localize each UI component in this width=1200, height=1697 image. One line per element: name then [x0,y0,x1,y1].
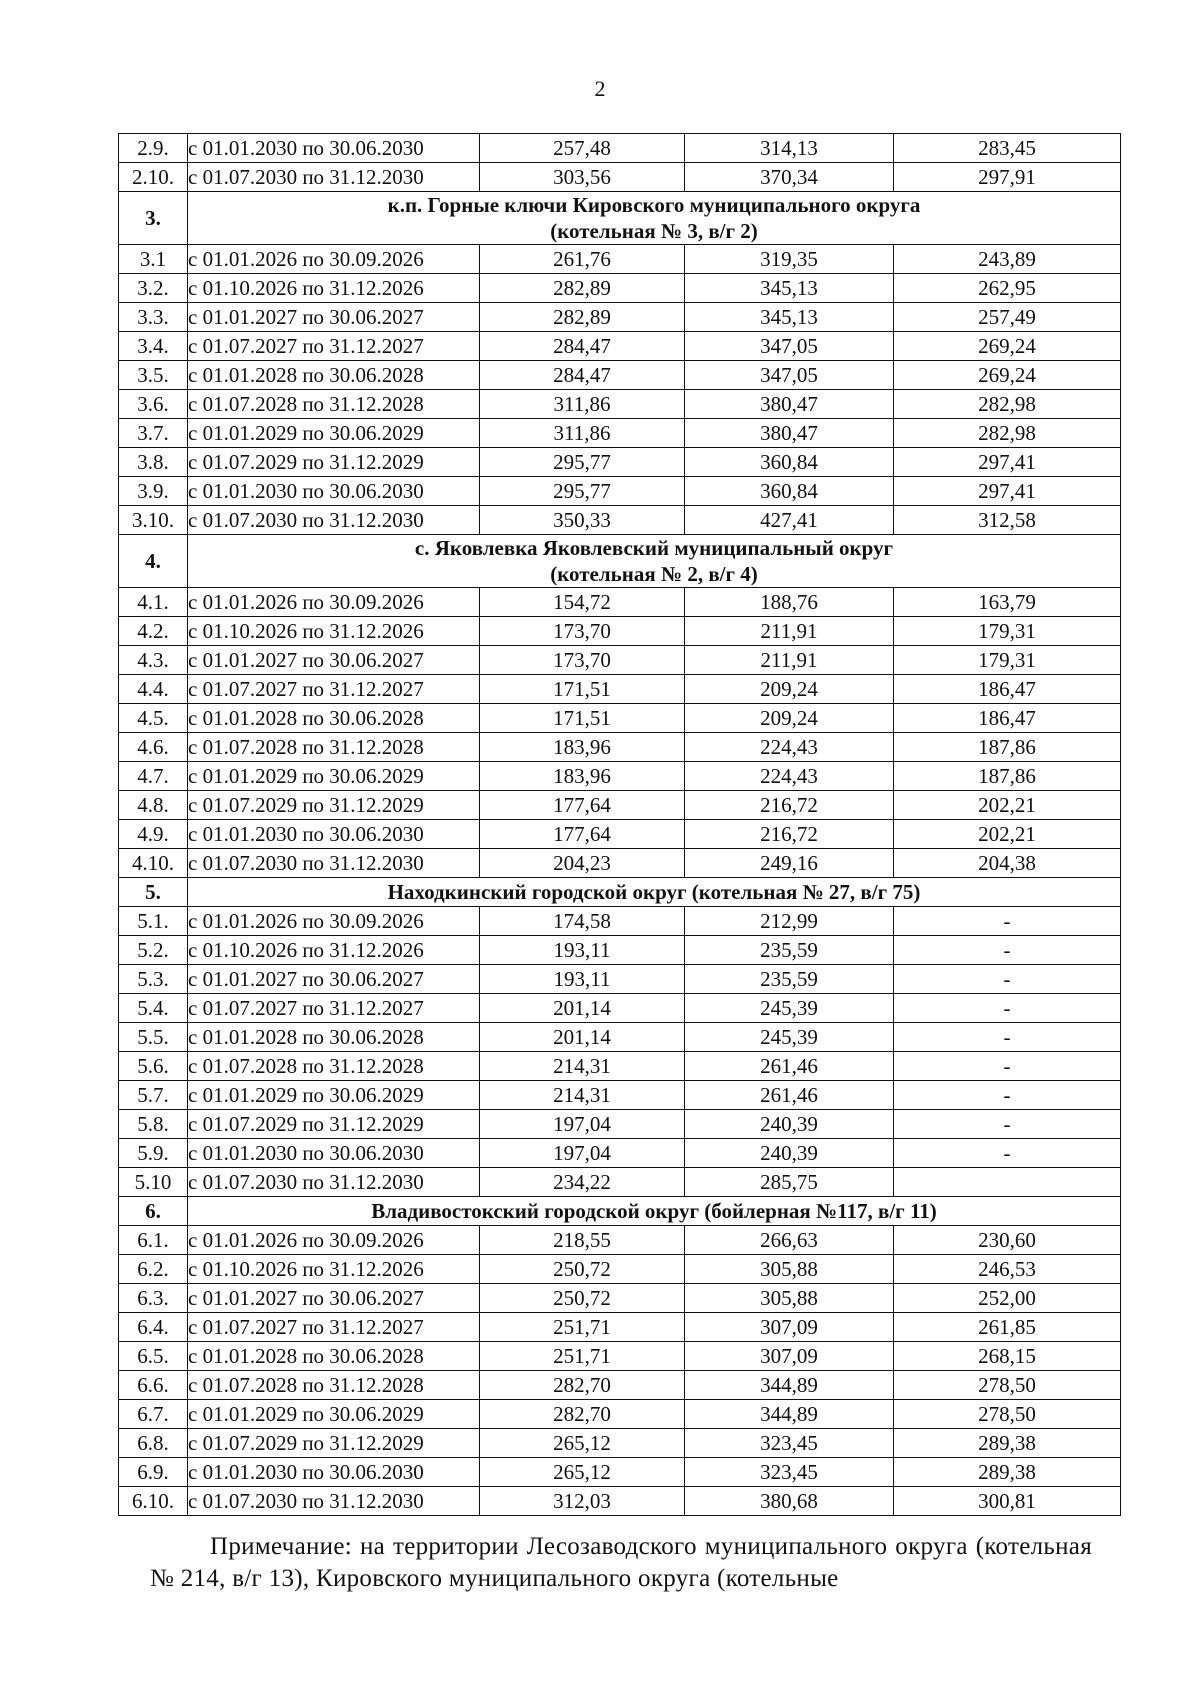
value-cell-3: 289,38 [894,1458,1121,1487]
period-cell: с 01.01.2026 по 30.09.2026 [188,245,480,274]
table-row [119,245,1121,274]
row-number: 3.9. [119,477,188,506]
value-cell-3: - [894,1139,1121,1168]
value-cell-2: 345,13 [685,274,894,303]
row-number: 5.10 [119,1168,188,1197]
row-number: 3.1 [119,245,188,274]
period-cell: с 01.01.2026 по 30.09.2026 [188,907,480,936]
value-cell-3: 283,45 [894,134,1121,163]
period-cell: с 01.01.2027 по 30.06.2027 [188,1284,480,1313]
value-cell-2: 245,39 [685,994,894,1023]
section-title [188,1197,1121,1226]
value-cell-2: 240,39 [685,1110,894,1139]
value-cell-3: 282,98 [894,419,1121,448]
table-row [119,390,1121,419]
table-row [119,1342,1121,1371]
value-cell-3: 179,31 [894,617,1121,646]
value-cell-3: 297,91 [894,163,1121,192]
section-title-line: Владивостокский городской округ (бойлерная №117, в/г 11) [371,1199,937,1223]
value-cell-2: 344,89 [685,1400,894,1429]
value-cell-1: 183,96 [480,762,685,791]
table-row [119,965,1121,994]
table-row [119,163,1121,192]
value-cell-1: 250,72 [480,1284,685,1313]
value-cell-3: 186,47 [894,704,1121,733]
table-row [119,1255,1121,1284]
period-cell: с 01.10.2026 по 31.12.2026 [188,617,480,646]
section-title [188,878,1121,907]
row-number: 6.1. [119,1226,188,1255]
table-row [119,588,1121,617]
value-cell-2: 305,88 [685,1284,894,1313]
value-cell-2: 427,41 [685,506,894,535]
period-cell: с 01.07.2027 по 31.12.2027 [188,1313,480,1342]
value-cell-1: 265,12 [480,1458,685,1487]
value-cell-3: 300,81 [894,1487,1121,1516]
value-cell-2: 211,91 [685,617,894,646]
row-number: 3.8. [119,448,188,477]
value-cell-3: 312,58 [894,506,1121,535]
row-number: 3.3. [119,303,188,332]
value-cell-1: 312,03 [480,1487,685,1516]
period-cell: с 01.01.2030 по 30.06.2030 [188,1139,480,1168]
value-cell-3: 268,15 [894,1342,1121,1371]
period-cell: с 01.07.2030 по 31.12.2030 [188,849,480,878]
period-cell: с 01.07.2027 по 31.12.2027 [188,675,480,704]
value-cell-3: 282,98 [894,390,1121,419]
value-cell-3: 187,86 [894,762,1121,791]
value-cell-3: 289,38 [894,1429,1121,1458]
section-number: 3. [119,192,188,245]
row-number: 5.8. [119,1110,188,1139]
value-cell-1: 257,48 [480,134,685,163]
row-number: 6.5. [119,1342,188,1371]
period-cell: с 01.10.2026 по 31.12.2026 [188,1255,480,1284]
period-cell: с 01.01.2026 по 30.09.2026 [188,1226,480,1255]
value-cell-2: 224,43 [685,733,894,762]
row-number: 3.4. [119,332,188,361]
row-number: 4.2. [119,617,188,646]
table-row [119,1052,1121,1081]
value-cell-3: 243,89 [894,245,1121,274]
value-cell-3: 230,60 [894,1226,1121,1255]
period-cell: с 01.01.2026 по 30.09.2026 [188,588,480,617]
row-number: 5.1. [119,907,188,936]
value-cell-2: 307,09 [685,1342,894,1371]
value-cell-2: 360,84 [685,477,894,506]
period-cell: с 01.01.2027 по 30.06.2027 [188,965,480,994]
period-cell: с 01.07.2029 по 31.12.2029 [188,791,480,820]
value-cell-3: 252,00 [894,1284,1121,1313]
value-cell-2: 305,88 [685,1255,894,1284]
row-number: 5.4. [119,994,188,1023]
row-number: 4.4. [119,675,188,704]
table-row [119,1081,1121,1110]
value-cell-2: 261,46 [685,1081,894,1110]
table-row [119,303,1121,332]
tariff-table [118,133,1121,1516]
period-cell: с 01.01.2029 по 30.06.2029 [188,1081,480,1110]
value-cell-3: 186,47 [894,675,1121,704]
table-row [119,1487,1121,1516]
value-cell-3: 246,53 [894,1255,1121,1284]
value-cell-1: 234,22 [480,1168,685,1197]
period-cell: с 01.07.2027 по 31.12.2027 [188,332,480,361]
value-cell-2: 344,89 [685,1371,894,1400]
value-cell-1: 218,55 [480,1226,685,1255]
value-cell-1: 284,47 [480,332,685,361]
period-cell: с 01.07.2028 по 31.12.2028 [188,733,480,762]
period-cell: с 01.01.2029 по 30.06.2029 [188,1400,480,1429]
period-cell: с 01.07.2028 по 31.12.2028 [188,1371,480,1400]
row-number: 6.2. [119,1255,188,1284]
table-row [119,1023,1121,1052]
value-cell-1: 214,31 [480,1081,685,1110]
row-number: 6.8. [119,1429,188,1458]
value-cell-1: 250,72 [480,1255,685,1284]
value-cell-2: 323,45 [685,1458,894,1487]
period-cell: с 01.01.2027 по 30.06.2027 [188,646,480,675]
value-cell-2: 347,05 [685,361,894,390]
row-number: 4.3. [119,646,188,675]
table-row [119,733,1121,762]
value-cell-3: - [894,907,1121,936]
section-header-row [119,535,1121,588]
value-cell-2: 370,34 [685,163,894,192]
value-cell-1: 173,70 [480,646,685,675]
value-cell-3: 297,41 [894,477,1121,506]
table-row [119,762,1121,791]
period-cell: с 01.07.2027 по 31.12.2027 [188,994,480,1023]
table-row [119,820,1121,849]
value-cell-1: 261,76 [480,245,685,274]
value-cell-3: 202,21 [894,791,1121,820]
period-cell: с 01.01.2028 по 30.06.2028 [188,361,480,390]
table-row [119,646,1121,675]
table-row [119,1400,1121,1429]
value-cell-3: - [894,1110,1121,1139]
value-cell-2: 216,72 [685,820,894,849]
value-cell-1: 204,23 [480,849,685,878]
table-row [119,1371,1121,1400]
period-cell: с 01.07.2030 по 31.12.2030 [188,163,480,192]
value-cell-1: 284,47 [480,361,685,390]
row-number: 4.5. [119,704,188,733]
value-cell-1: 295,77 [480,448,685,477]
value-cell-1: 214,31 [480,1052,685,1081]
section-title-line: к.п. Горные ключи Кировского муниципального округа [387,193,921,217]
period-cell: с 01.01.2029 по 30.06.2029 [188,762,480,791]
table-row [119,274,1121,303]
table-row [119,791,1121,820]
value-cell-1: 282,89 [480,303,685,332]
value-cell-1: 193,11 [480,936,685,965]
value-cell-2: 211,91 [685,646,894,675]
table-row [119,1313,1121,1342]
period-cell: с 01.01.2028 по 30.06.2028 [188,1023,480,1052]
value-cell-2: 360,84 [685,448,894,477]
value-cell-2: 266,63 [685,1226,894,1255]
value-cell-3: 187,86 [894,733,1121,762]
section-title-line: (котельная № 2, в/г 4) [550,562,758,586]
note-paragraph: Примечание: на территории Лесозаводского муниципального округа (котельная № 214, в/г 13), Кировского муниципального округа (котельные [150,1533,1092,1592]
value-cell-2: 345,13 [685,303,894,332]
row-number: 2.9. [119,134,188,163]
period-cell: с 01.07.2029 по 31.12.2029 [188,1429,480,1458]
period-cell: с 01.01.2027 по 30.06.2027 [188,303,480,332]
period-cell: с 01.01.2030 по 30.06.2030 [188,820,480,849]
period-cell: с 01.01.2028 по 30.06.2028 [188,704,480,733]
value-cell-2: 240,39 [685,1139,894,1168]
value-cell-2: 209,24 [685,675,894,704]
table-row [119,1429,1121,1458]
table-row [119,332,1121,361]
value-cell-2: 307,09 [685,1313,894,1342]
value-cell-1: 193,11 [480,965,685,994]
value-cell-3: 269,24 [894,361,1121,390]
row-number: 5.2. [119,936,188,965]
table-row [119,994,1121,1023]
value-cell-3: - [894,994,1121,1023]
period-cell: с 01.01.2028 по 30.06.2028 [188,1342,480,1371]
value-cell-1: 174,58 [480,907,685,936]
section-header-row [119,192,1121,245]
value-cell-3: 163,79 [894,588,1121,617]
table-row [119,617,1121,646]
value-cell-3: - [894,1052,1121,1081]
value-cell-3: 257,49 [894,303,1121,332]
value-cell-2: 380,47 [685,390,894,419]
table-row [119,704,1121,733]
row-number: 4.9. [119,820,188,849]
value-cell-3: 261,85 [894,1313,1121,1342]
period-cell: с 01.01.2030 по 30.06.2030 [188,1458,480,1487]
value-cell-3: 179,31 [894,646,1121,675]
value-cell-1: 282,89 [480,274,685,303]
value-cell-2: 224,43 [685,762,894,791]
table-row [119,361,1121,390]
value-cell-2: 216,72 [685,791,894,820]
row-number: 6.3. [119,1284,188,1313]
period-cell: с 01.07.2030 по 31.12.2030 [188,506,480,535]
row-number: 3.7. [119,419,188,448]
value-cell-2: 261,46 [685,1052,894,1081]
value-cell-1: 282,70 [480,1371,685,1400]
value-cell-1: 303,56 [480,163,685,192]
value-cell-3: 202,21 [894,820,1121,849]
row-number: 5.7. [119,1081,188,1110]
row-number: 6.4. [119,1313,188,1342]
row-number: 5.5. [119,1023,188,1052]
value-cell-1: 282,70 [480,1400,685,1429]
period-cell: с 01.10.2026 по 31.12.2026 [188,936,480,965]
value-cell-3: 269,24 [894,332,1121,361]
row-number: 3.10. [119,506,188,535]
value-cell-1: 350,33 [480,506,685,535]
value-cell-1: 177,64 [480,791,685,820]
row-number: 4.6. [119,733,188,762]
section-title [188,192,1121,245]
value-cell-2: 245,39 [685,1023,894,1052]
value-cell-1: 311,86 [480,419,685,448]
value-cell-1: 197,04 [480,1110,685,1139]
row-number: 4.7. [119,762,188,791]
row-number: 5.9. [119,1139,188,1168]
value-cell-3: - [894,1081,1121,1110]
row-number: 4.1. [119,588,188,617]
value-cell-1: 265,12 [480,1429,685,1458]
value-cell-2: 323,45 [685,1429,894,1458]
page-number: 2 [594,76,606,101]
period-cell: с 01.07.2028 по 31.12.2028 [188,390,480,419]
value-cell-1: 177,64 [480,820,685,849]
table-row [119,419,1121,448]
value-cell-2: 235,59 [685,965,894,994]
value-cell-1: 197,04 [480,1139,685,1168]
table-row [119,1458,1121,1487]
table-row [119,849,1121,878]
period-cell: с 01.07.2030 по 31.12.2030 [188,1168,480,1197]
section-title [188,535,1121,588]
table-row [119,1284,1121,1313]
value-cell-1: 201,14 [480,994,685,1023]
value-cell-1: 251,71 [480,1313,685,1342]
table-row [119,1226,1121,1255]
period-cell: с 01.01.2029 по 30.06.2029 [188,419,480,448]
value-cell-3: - [894,936,1121,965]
row-number: 5.3. [119,965,188,994]
period-cell: с 01.01.2030 по 30.06.2030 [188,134,480,163]
value-cell-1: 183,96 [480,733,685,762]
table-row [119,506,1121,535]
value-cell-1: 173,70 [480,617,685,646]
value-cell-3: 297,41 [894,448,1121,477]
value-cell-2: 235,59 [685,936,894,965]
value-cell-2: 209,24 [685,704,894,733]
period-cell: с 01.07.2028 по 31.12.2028 [188,1052,480,1081]
period-cell: с 01.01.2030 по 30.06.2030 [188,477,480,506]
row-number: 3.2. [119,274,188,303]
row-number: 3.6. [119,390,188,419]
table-row [119,134,1121,163]
section-header-row [119,878,1121,907]
value-cell-3: - [894,1023,1121,1052]
section-title-line: с. Яковлевка Яковлевский муниципальный округ [414,536,894,560]
value-cell-1: 154,72 [480,588,685,617]
row-number: 6.6. [119,1371,188,1400]
row-number: 3.5. [119,361,188,390]
section-number: 4. [119,535,188,588]
value-cell-2: 380,47 [685,419,894,448]
value-cell-1: 251,71 [480,1342,685,1371]
value-cell-1: 295,77 [480,477,685,506]
table-row [119,675,1121,704]
value-cell-1: 311,86 [480,390,685,419]
value-cell-1: 171,51 [480,704,685,733]
value-cell-2: 188,76 [685,588,894,617]
value-cell-3: 204,38 [894,849,1121,878]
value-cell-3: 262,95 [894,274,1121,303]
row-number: 2.10. [119,163,188,192]
table-row [119,907,1121,936]
section-number: 6. [119,1197,188,1226]
value-cell-2: 285,75 [685,1168,894,1197]
value-cell-2: 347,05 [685,332,894,361]
section-header-row [119,1197,1121,1226]
table-row [119,477,1121,506]
section-number: 5. [119,878,188,907]
period-cell: с 01.07.2029 по 31.12.2029 [188,448,480,477]
row-number: 6.7. [119,1400,188,1429]
row-number: 6.9. [119,1458,188,1487]
value-cell-2: 314,13 [685,134,894,163]
value-cell-3: 278,50 [894,1400,1121,1429]
value-cell-3 [894,1168,1121,1197]
section-title-line: Находкинский городской округ (котельная № 27, в/г 75) [387,880,921,904]
value-cell-3: - [894,965,1121,994]
table-row [119,936,1121,965]
value-cell-2: 212,99 [685,907,894,936]
value-cell-2: 380,68 [685,1487,894,1516]
table-row [119,1110,1121,1139]
row-number: 6.10. [119,1487,188,1516]
value-cell-2: 249,16 [685,849,894,878]
period-cell: с 01.07.2029 по 31.12.2029 [188,1110,480,1139]
table-row [119,1139,1121,1168]
table-row [119,1168,1121,1197]
period-cell: с 01.10.2026 по 31.12.2026 [188,274,480,303]
value-cell-1: 171,51 [480,675,685,704]
row-number: 4.8. [119,791,188,820]
row-number: 5.6. [119,1052,188,1081]
row-number: 4.10. [119,849,188,878]
value-cell-3: 278,50 [894,1371,1121,1400]
section-title-line: (котельная № 3, в/г 2) [550,219,758,243]
value-cell-1: 201,14 [480,1023,685,1052]
period-cell: с 01.07.2030 по 31.12.2030 [188,1487,480,1516]
table-row [119,448,1121,477]
value-cell-2: 319,35 [685,245,894,274]
